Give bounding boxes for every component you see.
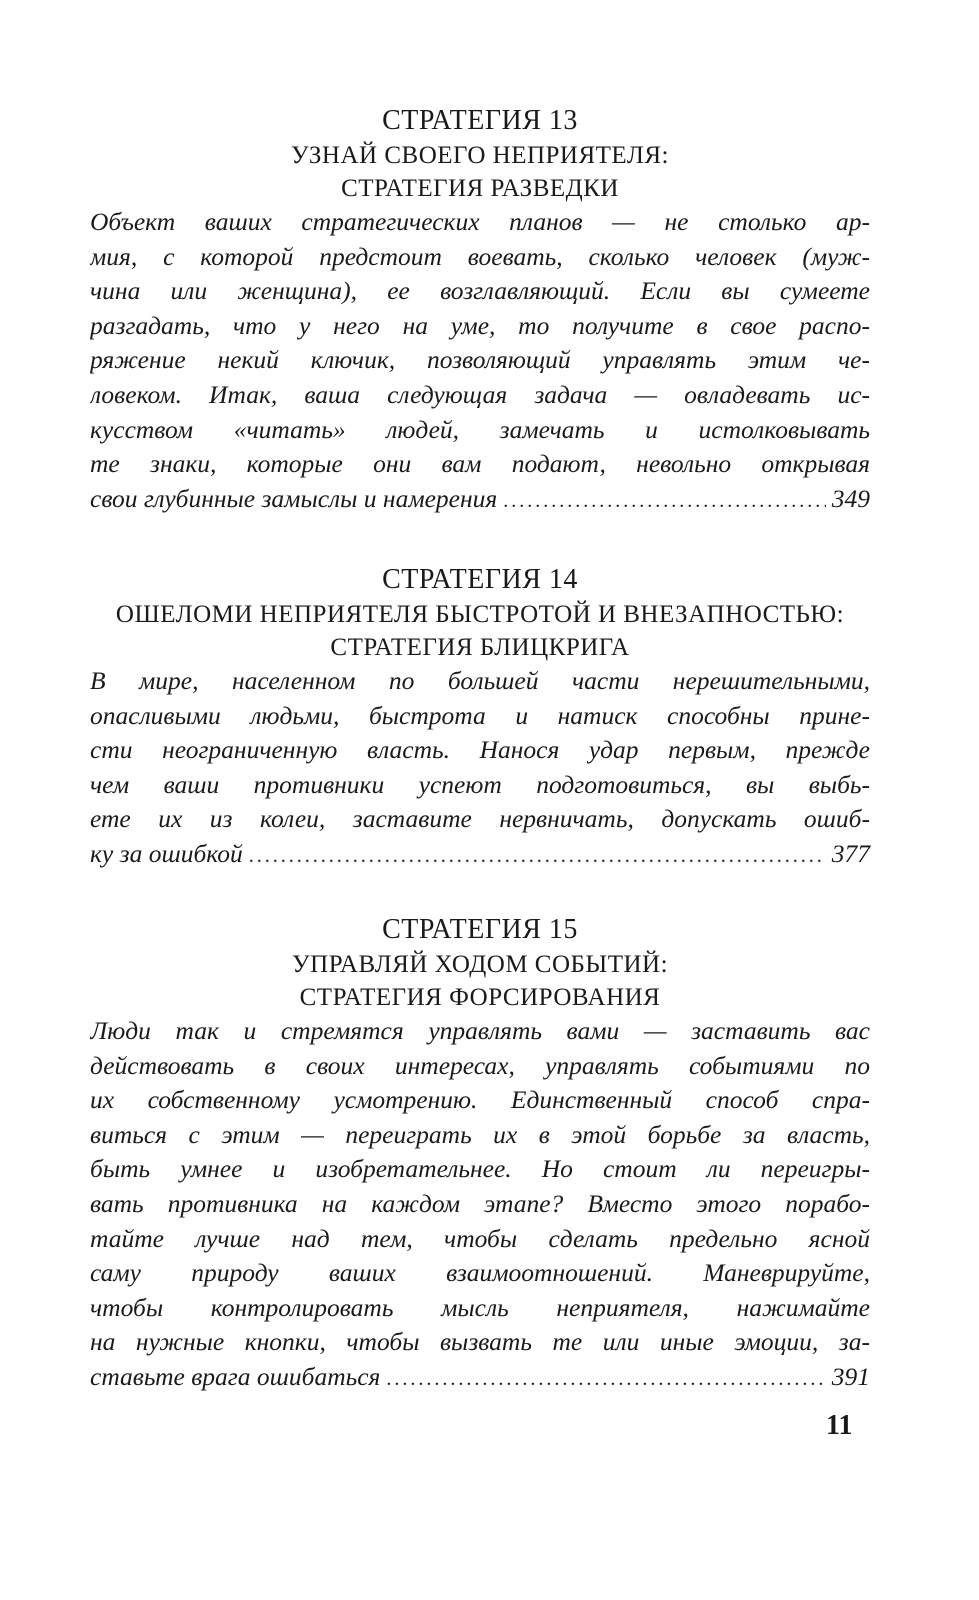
text-line: чина или женщина), ее возглавляющий. Если вы сумеете [90, 276, 870, 306]
text-line: те знаки, которые они вам подают, невольно открывая [90, 449, 870, 479]
text-line: тайте лучше над тем, чтобы сделать предельно ясной [90, 1223, 870, 1253]
text-line: действовать в своих интересах, управлять событиями по [90, 1050, 870, 1080]
leader-line [90, 1360, 870, 1397]
text-line: ку за ошибкой [90, 838, 243, 868]
text-line: разгадать, что у него на уме, то получите в свое распо- [90, 310, 870, 340]
text-line: их собственному усмотрению. Единственный способ спра- [90, 1085, 870, 1115]
text-line: опасливыми людьми, быстрота и натиск способны прине- [90, 700, 870, 730]
entry-title: СТРАТЕГИЯ 13 [382, 105, 578, 136]
entry-subtitle: СТРАТЕГИЯ БЛИЦКРИГА [330, 634, 630, 661]
page-reference: 377 [831, 838, 870, 868]
dot-leader [386, 1362, 825, 1397]
toc-entry [90, 562, 870, 874]
entry-subtitle: ОШЕЛОМИ НЕПРИЯТЕЛЯ БЫСТРОТОЙ И ВНЕЗАПНОСТЬЮ: [115, 601, 845, 628]
text-line: Люди так и стремятся управлять вами — заставить вас [90, 1016, 870, 1045]
entry-description [90, 1014, 870, 1397]
entry-description [90, 664, 870, 874]
text-line: мия, с которой предстоит воевать, сколько человек (муж- [90, 241, 870, 271]
text-line: виться с этим — переиграть их в этой борьбе за власть, [90, 1119, 870, 1149]
text-line: чтобы контролировать мысль неприятеля, нажимайте [90, 1292, 870, 1322]
entry-subtitle: СТРАТЕГИЯ РАЗВЕДКИ [341, 175, 619, 202]
entry-title: СТРАТЕГИЯ 14 [382, 564, 578, 595]
entry-title: СТРАТЕГИЯ 15 [382, 914, 578, 945]
text-line: на нужные кнопки, чтобы вызвать те или иные эмоции, за- [90, 1327, 870, 1357]
text-line: вать противника на каждом этапе? Вместо этого порабо- [90, 1188, 870, 1218]
text-line: свои глубинные замыслы и намерения [90, 483, 498, 513]
entry-subtitle: УЗНАЙ СВОЕГО НЕПРИЯТЕЛЯ: [291, 142, 669, 169]
text-line: В мире, населенном по большей части нерешительными, [90, 666, 870, 695]
text-line: Объект ваших стратегических планов — не столько ар- [90, 207, 870, 236]
text-line: кусством «читать» людей, замечать и истолковывать [90, 414, 870, 444]
entry-description [90, 205, 870, 518]
page-number: 11 [826, 1410, 853, 1441]
page-reference: 349 [831, 483, 870, 513]
dot-leader [249, 839, 826, 874]
leader-line [90, 837, 870, 874]
text-line: чем ваши противники успеют подготовиться, вы выбь- [90, 769, 870, 799]
text-line: саму природу ваших взаимоотношений. Маневрируйте, [90, 1258, 870, 1288]
toc-entry [90, 912, 870, 1397]
entry-subtitle: УПРАВЛЯЙ ХОДОМ СОБЫТИЙ: [291, 951, 669, 978]
text-line: ряжение некий ключик, позволяющий управлять этим че- [90, 345, 870, 375]
toc-entry [90, 103, 870, 518]
text-line: ловеком. Итак, ваша следующая задача — овладевать ис- [90, 379, 870, 409]
entry-subtitle: СТРАТЕГИЯ ФОРСИРОВАНИЯ [299, 984, 661, 1011]
text-line: ставьте врага ошибаться [90, 1361, 381, 1391]
page-reference: 391 [831, 1361, 870, 1391]
text-line: быть умнее и изобретательнее. Но стоит ли переигры- [90, 1154, 870, 1184]
text-line: ете их из колеи, заставите нервничать, допускать ошиб- [90, 804, 870, 834]
leader-line [90, 482, 870, 519]
text-line: сти неограниченную власть. Нанося удар первым, прежде [90, 735, 870, 765]
dot-leader [503, 484, 826, 519]
